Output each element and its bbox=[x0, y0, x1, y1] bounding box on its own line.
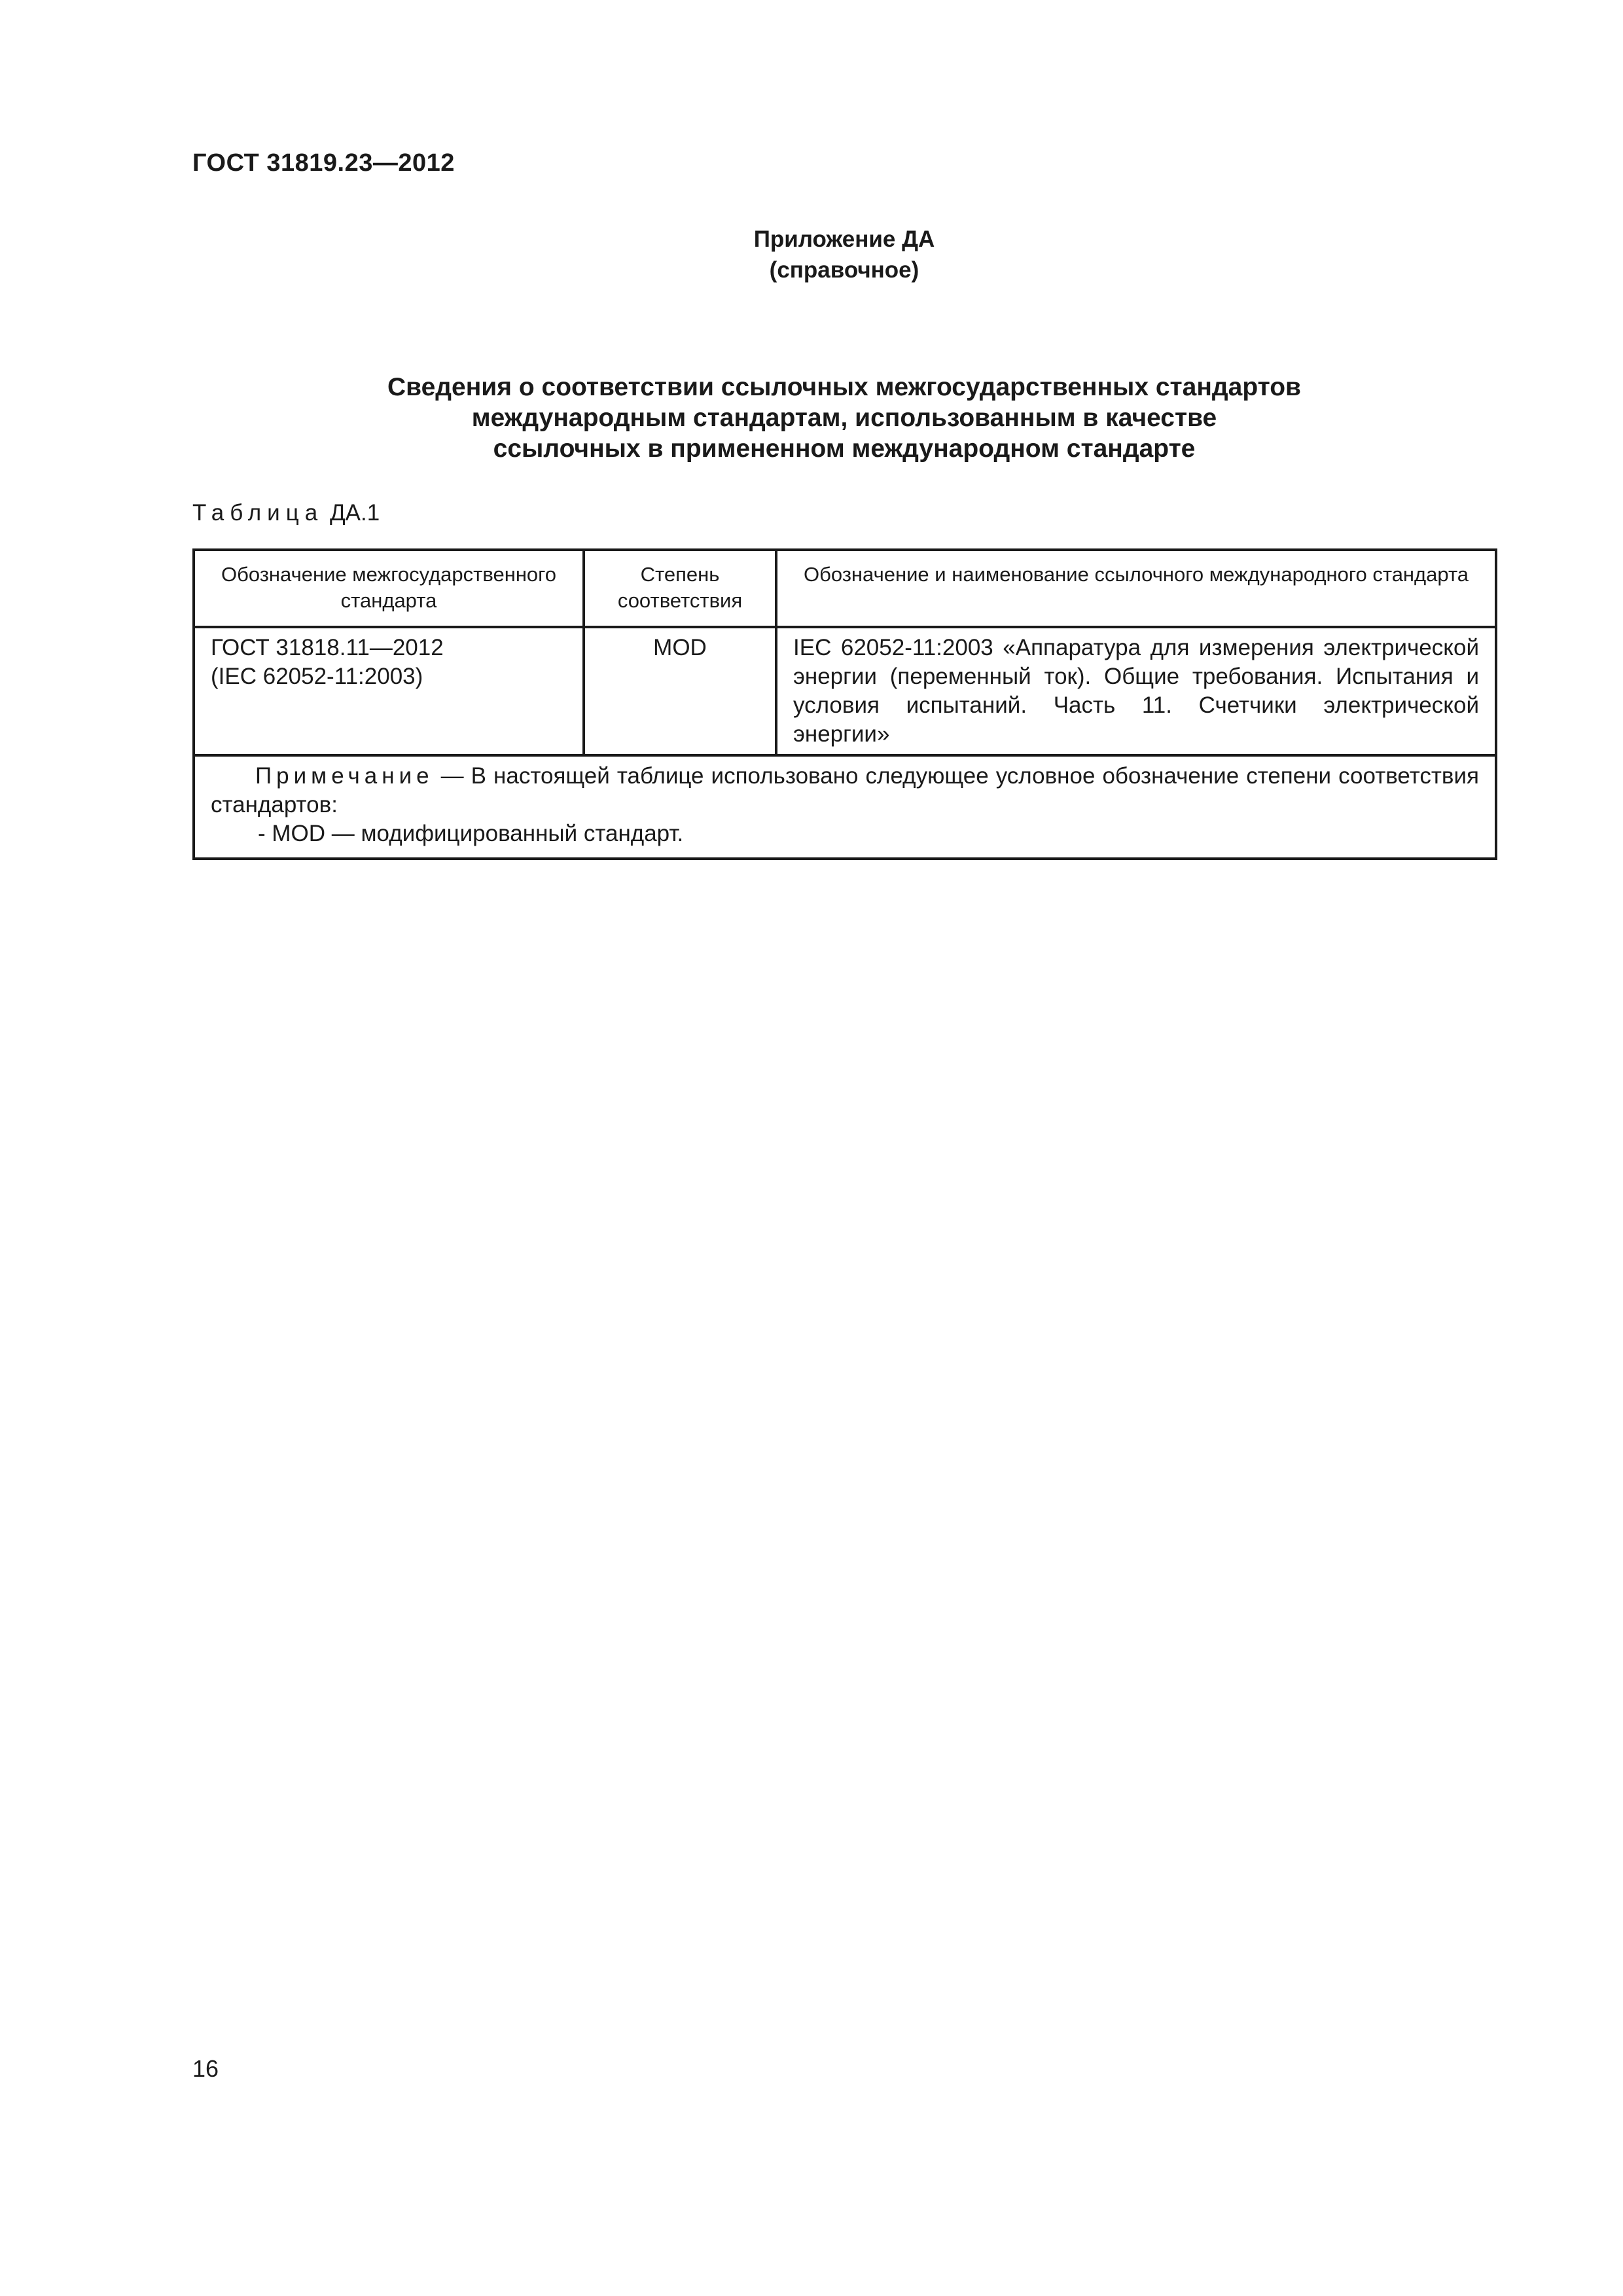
note-body: — В настоящей таблице использовано следующее условное обозначение степени соответствия стандартов: bbox=[211, 763, 1479, 817]
document-header-id: ГОСТ 31819.23—2012 bbox=[192, 149, 455, 177]
appendix-title: Приложение ДА bbox=[753, 226, 935, 252]
note-list-item: - MOD — модифицированный стандарт. bbox=[258, 821, 684, 846]
page-number: 16 bbox=[192, 2055, 219, 2082]
designation-line-1: ГОСТ 31818.11—2012 bbox=[211, 635, 444, 660]
table-row bbox=[194, 627, 1496, 755]
correspondence-table bbox=[192, 548, 1497, 860]
table-note-row bbox=[194, 755, 1496, 859]
appendix-heading bbox=[589, 224, 1099, 285]
note-text bbox=[211, 762, 1479, 819]
designation-cell bbox=[194, 627, 584, 755]
table-header-row bbox=[194, 550, 1496, 627]
table-caption bbox=[192, 500, 380, 526]
designation-line-2: (IEC 62052-11:2003) bbox=[211, 664, 423, 689]
section-title-line-3: ссылочных в примененном международном стандарте bbox=[493, 435, 1196, 463]
section-title-line-1: Сведения о соответствии ссылочных межгосударственных стандартов bbox=[387, 373, 1302, 401]
note-label: Примечание bbox=[255, 763, 434, 789]
section-title-line-2: международным стандартам, использованным в качестве bbox=[471, 404, 1217, 432]
appendix-status: (справочное) bbox=[769, 257, 919, 283]
section-title bbox=[192, 372, 1496, 464]
table-note bbox=[194, 755, 1496, 859]
table-caption-number: ДА.1 bbox=[329, 500, 380, 526]
table-caption-word: Таблица bbox=[192, 500, 324, 526]
column-header-reference: Обозначение и наименование ссылочного международного стандарта bbox=[776, 550, 1496, 627]
column-header-degree: Степень соответствия bbox=[584, 550, 776, 627]
reference-cell: IEC 62052-11:2003 «Аппаратура для измерения электрической энергии (переменный ток). Общие требования. Испытания и условия испытаний. Часть 11. Счетчики электрической энергии» bbox=[776, 627, 1496, 755]
degree-cell: MOD bbox=[584, 627, 776, 755]
column-header-designation: Обозначение межгосударственного стандарта bbox=[194, 550, 584, 627]
